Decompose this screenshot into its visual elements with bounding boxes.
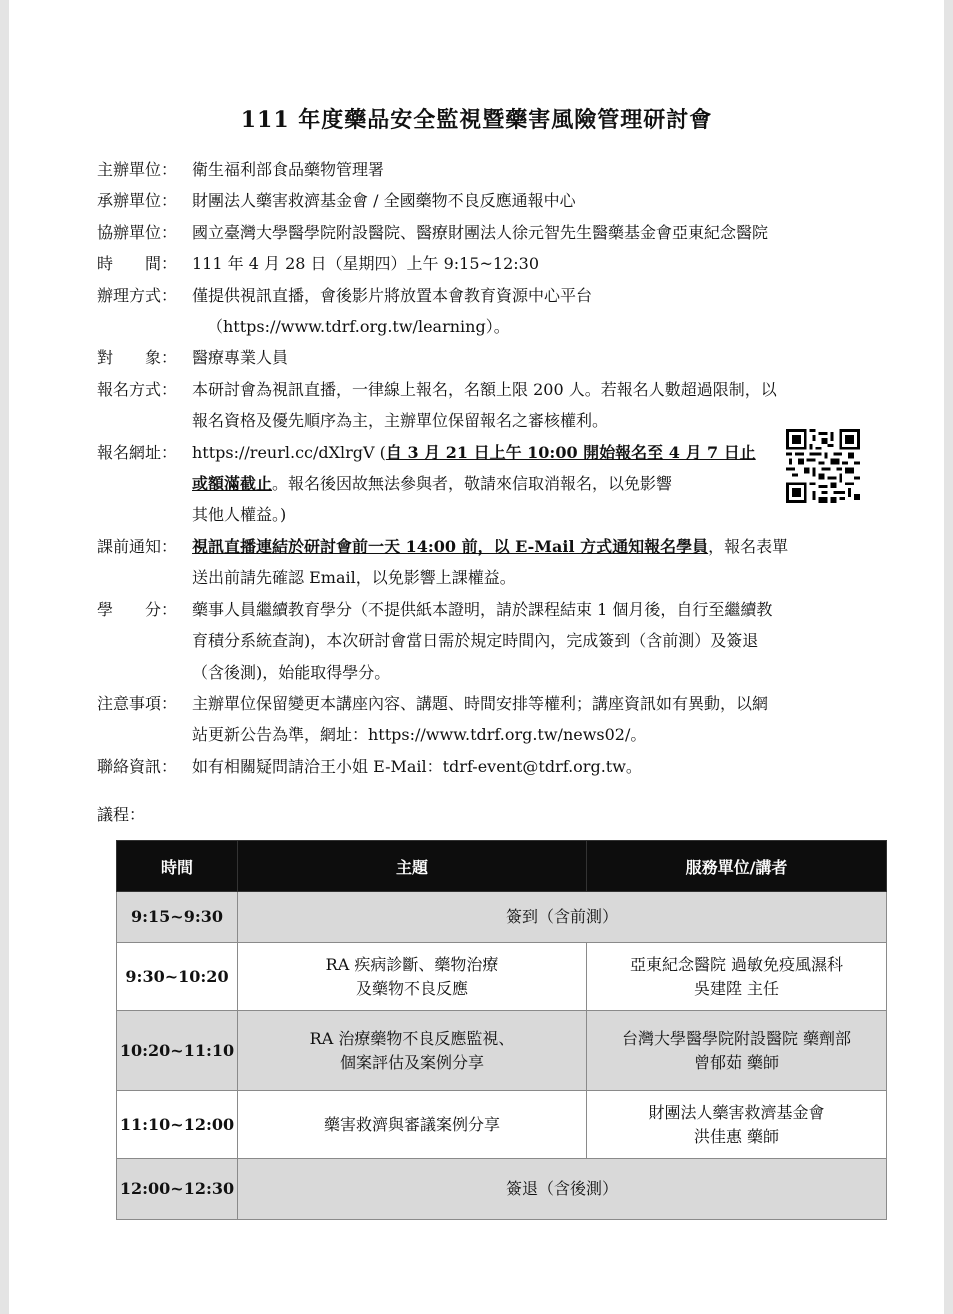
table-header-row (117, 841, 887, 892)
info-value: 主辦單位保留變更本講座內容、講題、時間安排等權利；講座資訊如有異動，以網 (192, 693, 769, 713)
info-label: 報名方式： (97, 379, 178, 399)
credit-line2: 育積分系統查詢)，本次研討會當日需於規定時間內，完成簽到（含前測）及簽退 (192, 631, 759, 651)
info-label: 學 分： (97, 599, 178, 619)
credit-line3: （含後測)，始能取得學分。 (192, 662, 391, 682)
info-label: 辦理方式： (97, 285, 178, 305)
notice-line2: 送出前請先確認 Email，以免影響上課權益。 (192, 568, 516, 588)
url-rest: 。報名後因故無法參與者，敬請來信取消報名，以免影響 (272, 474, 673, 494)
registration-period: 自 3 月 21 日上午 10:00 開始報名至 4 月 7 日止 (385, 442, 756, 462)
info-value: 本研討會為視訊直播，一律線上報名，名額上限 200 人。若報名人數超過限制，以 (192, 379, 777, 399)
table-row (117, 892, 887, 943)
info-value: 111 年 4 月 28 日（星期四）上午 9:15~12:30 (192, 254, 540, 274)
header-time: 時間 (117, 841, 238, 892)
info-label: 注意事項： (97, 693, 178, 713)
info-label: 承辦單位： (97, 191, 178, 211)
table-row (117, 1091, 887, 1159)
info-value: 醫療專業人員 (192, 348, 289, 368)
topic-line: 及藥物不良反應 (355, 978, 468, 998)
info-value (192, 531, 887, 562)
info-value: 藥事人員繼續教育學分（不提供紙本證明，請於課程結束 1 個月後，自行至繼續教 (192, 599, 773, 619)
info-registration (97, 374, 887, 405)
right-scan-edge (944, 0, 953, 1314)
registration-full-note: 或額滿截止 (192, 474, 273, 494)
qr-code-icon[interactable] (786, 429, 860, 503)
row-speaker (587, 943, 887, 1011)
speaker-unit: 亞東紀念醫院 過敏免疫風濕科 (629, 954, 844, 974)
info-value: 國立臺灣大學醫學院附設醫院、醫療財團法人徐元智先生醫藥基金會亞東紀念醫院 (192, 222, 769, 242)
header-topic: 主題 (238, 841, 587, 892)
speaker-unit: 台灣大學醫學院附設醫院 藥劑部 (621, 1028, 852, 1048)
agenda-label: 議程： (97, 805, 146, 824)
url-line2 (97, 468, 887, 499)
info-note (97, 688, 887, 719)
left-scan-edge (0, 0, 9, 1314)
method-url[interactable]: （https://www.tdrf.org.tw/learning）。 (207, 317, 510, 337)
note-line2: 站更新公告為準，網址：https://www.tdrf.org.tw/news02/。 (192, 725, 647, 745)
row-speaker (587, 1091, 887, 1159)
info-section (97, 154, 887, 782)
row-topic: 藥害救濟與審議案例分享 (238, 1091, 587, 1159)
row-topic: 簽到（含前測） (238, 892, 887, 943)
info-co-organizer (97, 217, 887, 248)
row-time: 10:20~11:10 (117, 1011, 238, 1091)
info-label: 協辦單位： (97, 222, 178, 242)
registration-link[interactable]: https://reurl.cc/dXlrgV ( (192, 442, 386, 462)
info-url (97, 437, 887, 468)
row-time: 12:00~12:30 (117, 1159, 238, 1220)
info-label: 對 象： (97, 348, 178, 368)
topic-line: RA 治療藥物不良反應監視、 (309, 1028, 515, 1048)
info-value: 衛生福利部食品藥物管理署 (192, 160, 385, 179)
info-credit (97, 594, 887, 625)
info-target (97, 342, 887, 373)
info-label: 課前通知： (97, 536, 178, 556)
url-line3: 其他人權益。) (192, 505, 287, 525)
row-speaker (587, 1011, 887, 1091)
notice-bold: 視訊直播連結於研討會前一天 14:00 前，以 E-Mail 方式通知報名學員 (192, 536, 709, 556)
info-value (192, 437, 887, 468)
row-topic (238, 943, 587, 1011)
topic-line: RA 疾病診斷、藥物治療 (325, 954, 499, 974)
speaker-name: 洪佳惠 藥師 (693, 1126, 780, 1146)
registration-line2: 報名資格及優先順序為主，主辦單位保留報名之審核權利。 (192, 411, 609, 431)
info-label: 報名網址： (97, 442, 178, 462)
agenda-table (116, 840, 887, 1220)
topic-line: 個案評估及案例分享 (339, 1052, 484, 1072)
info-value: 僅提供視訊直播，會後影片將放置本會教育資源中心平台 (192, 285, 593, 305)
notice-rest: ，報名表單 (708, 536, 789, 556)
info-contractor (97, 185, 887, 216)
speaker-name: 曾郁茹 藥師 (693, 1052, 780, 1072)
info-value: 如有相關疑問請洽王小姐 E-Mail：tdrf-event@tdrf.org.tw。 (192, 756, 642, 776)
row-time: 11:10~12:00 (117, 1091, 238, 1159)
row-topic (238, 1011, 587, 1091)
row-topic: 簽退（含後測） (238, 1159, 887, 1220)
speaker-name: 吳建陞 主任 (693, 978, 780, 998)
info-time (97, 248, 887, 279)
info-organizer (97, 154, 887, 185)
info-contact (97, 751, 887, 782)
info-label: 聯絡資訊： (97, 756, 178, 776)
info-label: 時 間： (97, 254, 178, 274)
row-time: 9:15~9:30 (117, 892, 238, 943)
row-time: 9:30~10:20 (117, 943, 238, 1011)
info-method (97, 280, 887, 311)
table-row (117, 1159, 887, 1220)
info-notice (97, 531, 887, 562)
table-row (117, 1011, 887, 1091)
speaker-unit: 財團法人藥害救濟基金會 (648, 1102, 825, 1122)
info-value: 財團法人藥害救濟基金會 / 全國藥物不良反應通報中心 (192, 191, 576, 211)
table-row (117, 943, 887, 1011)
info-label: 主辦單位： (97, 160, 178, 179)
page-title: 111 年度藥品安全監視暨藥害風險管理研討會 (240, 107, 713, 133)
header-speaker: 服務單位/講者 (587, 841, 887, 892)
